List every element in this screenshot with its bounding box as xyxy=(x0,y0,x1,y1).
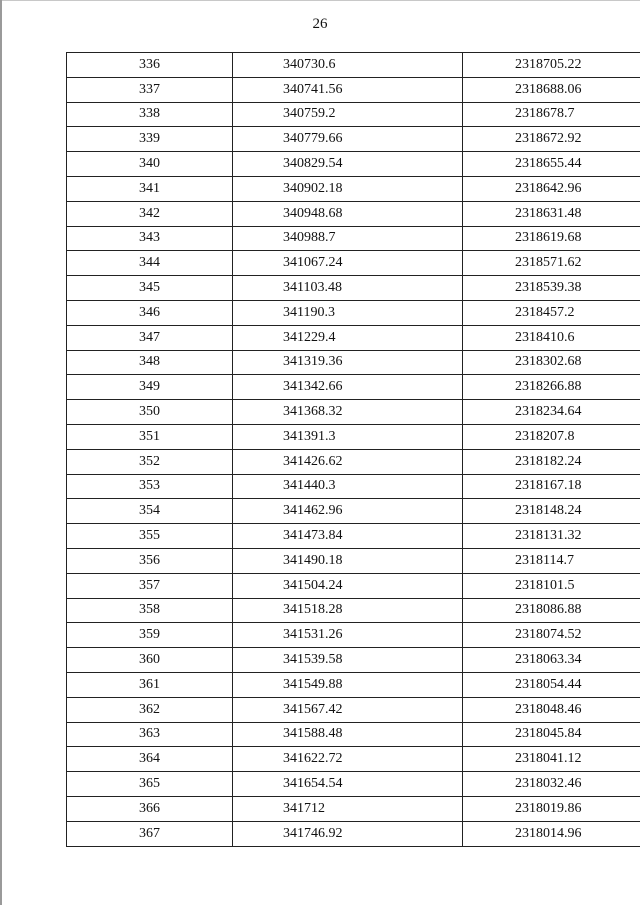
y-coordinate-cell: 2318048.46 xyxy=(463,697,640,722)
x-coordinate-cell: 341549.88 xyxy=(233,672,463,697)
table-row xyxy=(67,796,640,821)
point-number-cell: 361 xyxy=(67,672,233,697)
y-coordinate-cell: 2318302.68 xyxy=(463,350,640,375)
point-number-cell: 351 xyxy=(67,424,233,449)
y-coordinate-cell: 2318266.88 xyxy=(463,375,640,400)
point-number-cell: 340 xyxy=(67,152,233,177)
table-row xyxy=(67,524,640,549)
y-coordinate-cell: 2318571.62 xyxy=(463,251,640,276)
table-row xyxy=(67,325,640,350)
y-coordinate-cell: 2318086.88 xyxy=(463,598,640,623)
page-left-edge xyxy=(0,0,2,905)
y-coordinate-cell: 2318672.92 xyxy=(463,127,640,152)
x-coordinate-cell: 340902.18 xyxy=(233,176,463,201)
y-coordinate-cell: 2318688.06 xyxy=(463,77,640,102)
point-number-cell: 337 xyxy=(67,77,233,102)
x-coordinate-cell: 340741.56 xyxy=(233,77,463,102)
y-coordinate-cell: 2318207.8 xyxy=(463,424,640,449)
y-coordinate-cell: 2318631.48 xyxy=(463,201,640,226)
x-coordinate-cell: 341462.96 xyxy=(233,499,463,524)
point-number-cell: 338 xyxy=(67,102,233,127)
x-coordinate-cell: 341426.62 xyxy=(233,449,463,474)
point-number-cell: 359 xyxy=(67,623,233,648)
y-coordinate-cell: 2318539.38 xyxy=(463,276,640,301)
table-row xyxy=(67,672,640,697)
point-number-cell: 364 xyxy=(67,747,233,772)
point-number-cell: 354 xyxy=(67,499,233,524)
table-row xyxy=(67,176,640,201)
x-coordinate-cell: 341067.24 xyxy=(233,251,463,276)
table-row xyxy=(67,623,640,648)
y-coordinate-cell: 2318074.52 xyxy=(463,623,640,648)
x-coordinate-cell: 341490.18 xyxy=(233,548,463,573)
y-coordinate-cell: 2318131.32 xyxy=(463,524,640,549)
point-number-cell: 365 xyxy=(67,772,233,797)
x-coordinate-cell: 340759.2 xyxy=(233,102,463,127)
table-row xyxy=(67,400,640,425)
point-number-cell: 362 xyxy=(67,697,233,722)
table-row xyxy=(67,201,640,226)
y-coordinate-cell: 2318678.7 xyxy=(463,102,640,127)
y-coordinate-cell: 2318182.24 xyxy=(463,449,640,474)
point-number-cell: 349 xyxy=(67,375,233,400)
point-number-cell: 363 xyxy=(67,722,233,747)
point-number-cell: 356 xyxy=(67,548,233,573)
table-row xyxy=(67,598,640,623)
point-number-cell: 355 xyxy=(67,524,233,549)
table-row xyxy=(67,449,640,474)
y-coordinate-cell: 2318619.68 xyxy=(463,226,640,251)
table-row xyxy=(67,474,640,499)
x-coordinate-cell: 341190.3 xyxy=(233,300,463,325)
point-number-cell: 360 xyxy=(67,648,233,673)
page-top-edge xyxy=(0,0,640,1)
table-row xyxy=(67,300,640,325)
y-coordinate-cell: 2318114.7 xyxy=(463,548,640,573)
point-number-cell: 336 xyxy=(67,53,233,78)
y-coordinate-cell: 2318148.24 xyxy=(463,499,640,524)
y-coordinate-cell: 2318167.18 xyxy=(463,474,640,499)
coordinates-table-body xyxy=(67,53,640,847)
table-row xyxy=(67,276,640,301)
y-coordinate-cell: 2318655.44 xyxy=(463,152,640,177)
table-row xyxy=(67,499,640,524)
x-coordinate-cell: 341654.54 xyxy=(233,772,463,797)
x-coordinate-cell: 341622.72 xyxy=(233,747,463,772)
table-row xyxy=(67,152,640,177)
point-number-cell: 366 xyxy=(67,796,233,821)
x-coordinate-cell: 341229.4 xyxy=(233,325,463,350)
x-coordinate-cell: 341103.48 xyxy=(233,276,463,301)
y-coordinate-cell: 2318457.2 xyxy=(463,300,640,325)
point-number-cell: 343 xyxy=(67,226,233,251)
x-coordinate-cell: 341539.58 xyxy=(233,648,463,673)
table-row xyxy=(67,102,640,127)
point-number-cell: 339 xyxy=(67,127,233,152)
y-coordinate-cell: 2318410.6 xyxy=(463,325,640,350)
x-coordinate-cell: 341391.3 xyxy=(233,424,463,449)
table-row xyxy=(67,821,640,846)
point-number-cell: 353 xyxy=(67,474,233,499)
point-number-cell: 367 xyxy=(67,821,233,846)
point-number-cell: 347 xyxy=(67,325,233,350)
y-coordinate-cell: 2318642.96 xyxy=(463,176,640,201)
x-coordinate-cell: 341746.92 xyxy=(233,821,463,846)
table-row xyxy=(67,697,640,722)
table-row xyxy=(67,747,640,772)
y-coordinate-cell: 2318054.44 xyxy=(463,672,640,697)
x-coordinate-cell: 341531.26 xyxy=(233,623,463,648)
y-coordinate-cell: 2318063.34 xyxy=(463,648,640,673)
y-coordinate-cell: 2318101.5 xyxy=(463,573,640,598)
point-number-cell: 350 xyxy=(67,400,233,425)
x-coordinate-cell: 341518.28 xyxy=(233,598,463,623)
x-coordinate-cell: 341368.32 xyxy=(233,400,463,425)
point-number-cell: 352 xyxy=(67,449,233,474)
table-row xyxy=(67,722,640,747)
table-row xyxy=(67,127,640,152)
point-number-cell: 348 xyxy=(67,350,233,375)
table-row xyxy=(67,350,640,375)
table-row xyxy=(67,424,640,449)
y-coordinate-cell: 2318045.84 xyxy=(463,722,640,747)
page-number: 26 xyxy=(312,16,328,32)
x-coordinate-cell: 340829.54 xyxy=(233,152,463,177)
y-coordinate-cell: 2318014.96 xyxy=(463,821,640,846)
table-row xyxy=(67,375,640,400)
y-coordinate-cell: 2318234.64 xyxy=(463,400,640,425)
x-coordinate-cell: 340988.7 xyxy=(233,226,463,251)
x-coordinate-cell: 340948.68 xyxy=(233,201,463,226)
coordinates-table xyxy=(66,52,640,847)
table-row xyxy=(67,772,640,797)
x-coordinate-cell: 341342.66 xyxy=(233,375,463,400)
x-coordinate-cell: 341319.36 xyxy=(233,350,463,375)
y-coordinate-cell: 2318019.86 xyxy=(463,796,640,821)
point-number-cell: 345 xyxy=(67,276,233,301)
y-coordinate-cell: 2318041.12 xyxy=(463,747,640,772)
x-coordinate-cell: 341473.84 xyxy=(233,524,463,549)
x-coordinate-cell: 341588.48 xyxy=(233,722,463,747)
table-row xyxy=(67,648,640,673)
x-coordinate-cell: 341504.24 xyxy=(233,573,463,598)
table-row xyxy=(67,77,640,102)
x-coordinate-cell: 340779.66 xyxy=(233,127,463,152)
y-coordinate-cell: 2318032.46 xyxy=(463,772,640,797)
table-row xyxy=(67,53,640,78)
point-number-cell: 346 xyxy=(67,300,233,325)
point-number-cell: 341 xyxy=(67,176,233,201)
y-coordinate-cell: 2318705.22 xyxy=(463,53,640,78)
x-coordinate-cell: 341567.42 xyxy=(233,697,463,722)
point-number-cell: 357 xyxy=(67,573,233,598)
x-coordinate-cell: 341440.3 xyxy=(233,474,463,499)
x-coordinate-cell: 341712 xyxy=(233,796,463,821)
point-number-cell: 342 xyxy=(67,201,233,226)
point-number-cell: 358 xyxy=(67,598,233,623)
table-row xyxy=(67,548,640,573)
point-number-cell: 344 xyxy=(67,251,233,276)
x-coordinate-cell: 340730.6 xyxy=(233,53,463,78)
table-row xyxy=(67,251,640,276)
table-row xyxy=(67,226,640,251)
table-row xyxy=(67,573,640,598)
